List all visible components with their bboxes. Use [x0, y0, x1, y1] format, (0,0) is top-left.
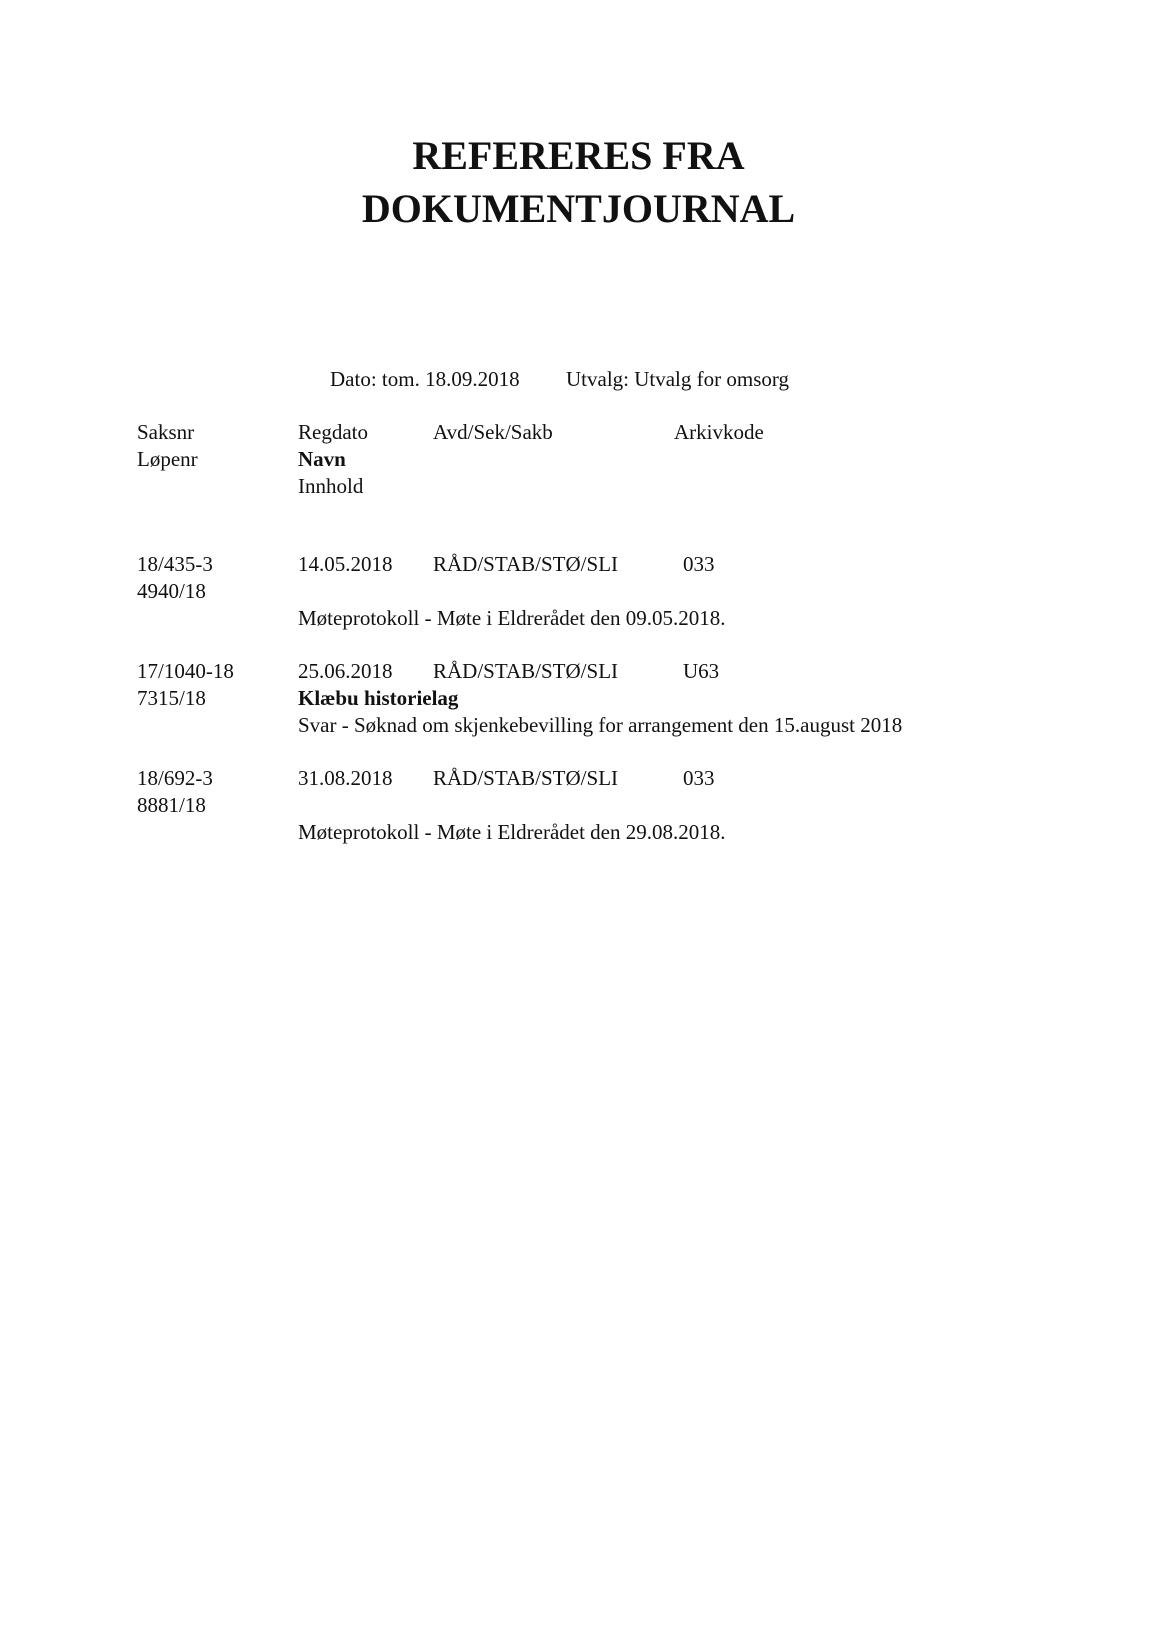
- entry-arkivkode: 033: [683, 766, 715, 790]
- entry-innhold: Møteprotokoll - Møte i Eldrerådet den 29.08.2018.: [298, 820, 726, 844]
- header-avd-sek-sakb: Avd/Sek/Sakb: [433, 420, 553, 444]
- entry-saksnr: 18/692-3: [137, 766, 213, 790]
- header-innhold: Innhold: [298, 474, 364, 498]
- entry-regdato: 14.05.2018: [298, 552, 393, 576]
- entry-avd: RÅD/STAB/STØ/SLI: [433, 766, 619, 790]
- entry-avd: RÅD/STAB/STØ/SLI: [433, 552, 619, 576]
- entry-lopenr: 4940/18: [137, 579, 206, 603]
- entry-navn: Klæbu historielag: [298, 686, 459, 710]
- header-regdato: Regdato: [298, 420, 368, 444]
- entry-saksnr: 17/1040-18: [137, 659, 234, 683]
- document-title-line-1: REFERERES FRA: [412, 133, 745, 178]
- header-navn: Navn: [298, 447, 346, 471]
- entry-saksnr: 18/435-3: [137, 552, 213, 576]
- filter-date: Dato: tom. 18.09.2018: [330, 367, 520, 391]
- entry-lopenr: 7315/18: [137, 686, 206, 710]
- entry-regdato: 31.08.2018: [298, 766, 393, 790]
- entry-lopenr: 8881/18: [137, 793, 206, 817]
- document-title-line-2: DOKUMENTJOURNAL: [361, 186, 796, 231]
- entry-arkivkode: U63: [683, 659, 720, 683]
- filter-committee: Utvalg: Utvalg for omsorg: [566, 367, 790, 391]
- entry-regdato: 25.06.2018: [298, 659, 393, 683]
- entry-arkivkode: 033: [683, 552, 715, 576]
- entry-innhold: Svar - Søknad om skjenkebevilling for arrangement den 15.august 2018: [298, 713, 903, 737]
- entry-avd: RÅD/STAB/STØ/SLI: [433, 659, 619, 683]
- header-arkivkode: Arkivkode: [674, 420, 764, 444]
- entry-innhold: Møteprotokoll - Møte i Eldrerådet den 09.05.2018.: [298, 606, 726, 630]
- header-lopenr: Løpenr: [137, 447, 198, 471]
- header-saksnr: Saksnr: [137, 420, 195, 444]
